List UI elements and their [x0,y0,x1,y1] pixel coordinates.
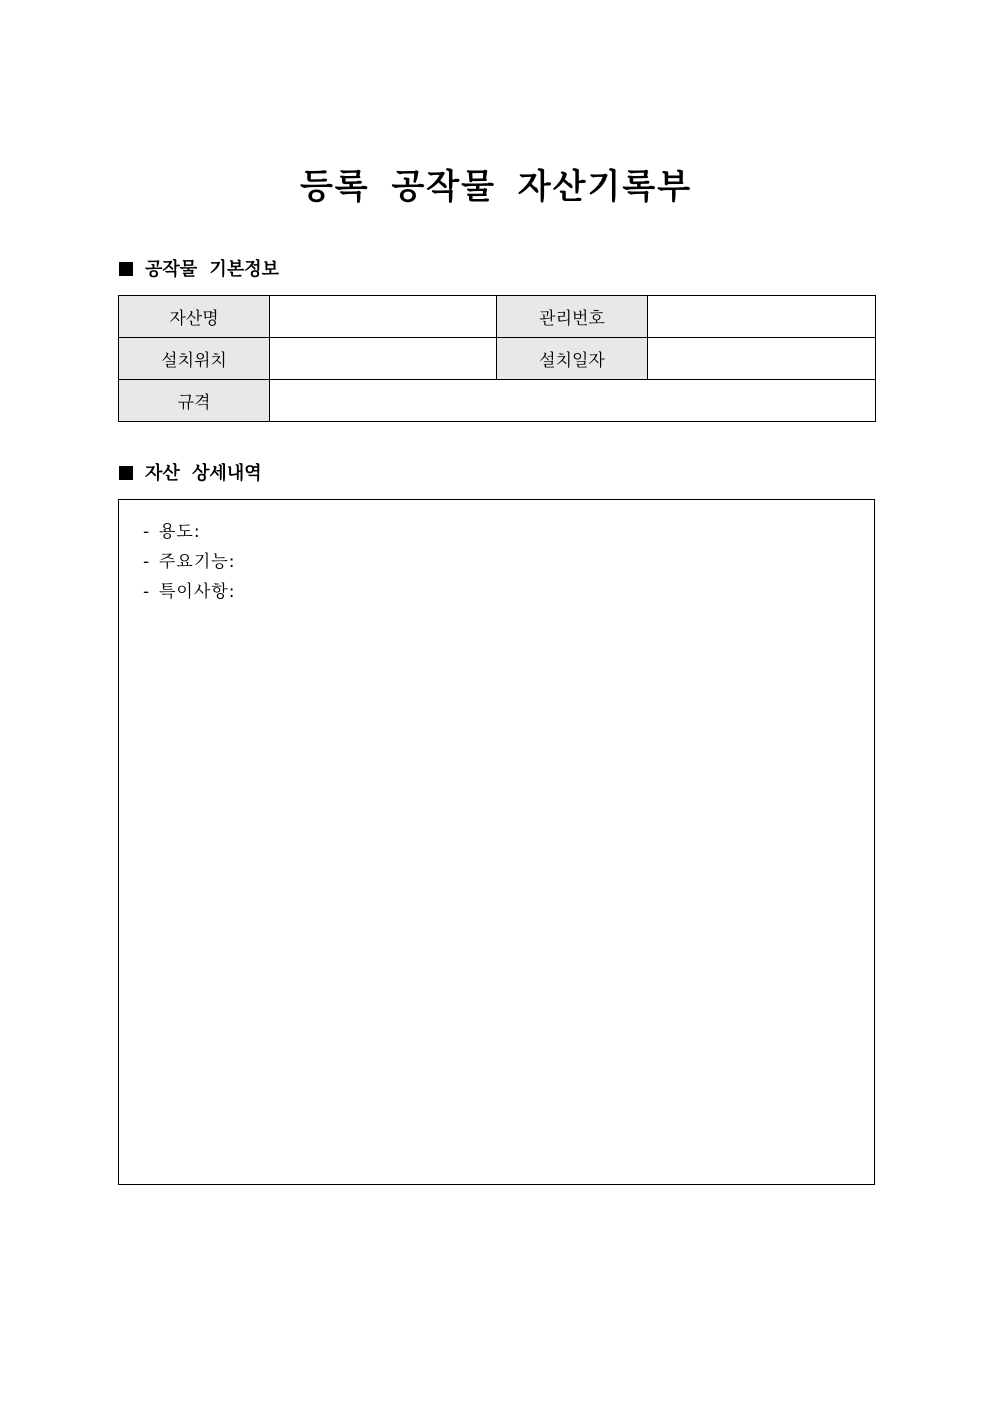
basic-info-table [118,295,876,422]
black-square-icon [119,466,133,480]
section-heading-text: 자산 상세내역 [145,463,262,484]
section-heading-detail [119,462,262,486]
section-heading-basic-info [119,258,279,282]
dash-bullet: - [143,552,151,572]
install-location-field[interactable] [270,338,497,380]
remarks-label: 특이사항: [159,582,236,602]
install-date-field[interactable] [648,338,876,380]
specification-field[interactable] [270,380,876,422]
page-title: 등록 공작물 자산기록부 [299,167,693,207]
specification-label: 규격 [119,380,270,422]
table-row [119,338,876,380]
detail-box[interactable] [118,499,875,1185]
table-row [119,380,876,422]
list-item-usage [143,517,235,547]
table-row [119,296,876,338]
usage-label: 용도: [159,522,201,542]
dash-bullet: - [143,522,151,542]
management-number-label: 관리번호 [497,296,648,338]
install-location-label: 설치위치 [119,338,270,380]
section-heading-text: 공작물 기본정보 [145,259,279,280]
asset-name-field[interactable] [270,296,497,338]
black-square-icon [119,262,133,276]
list-item-remarks [143,577,235,607]
main-function-label: 주요기능: [159,552,236,572]
asset-name-label: 자산명 [119,296,270,338]
detail-list [143,517,235,607]
list-item-main-function [143,547,235,577]
management-number-field[interactable] [648,296,876,338]
install-date-label: 설치일자 [497,338,648,380]
dash-bullet: - [143,582,151,602]
